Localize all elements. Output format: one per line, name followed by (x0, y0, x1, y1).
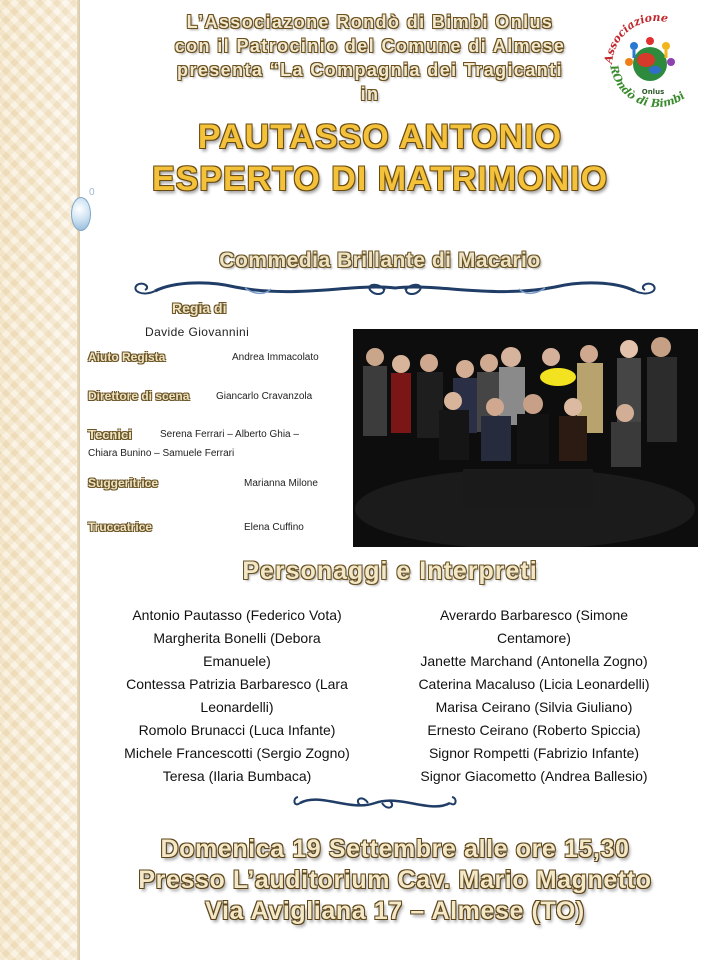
event-address: Via Avigliana 17 – Almese (TO) (205, 897, 585, 925)
swirl-divider-small-icon (290, 790, 460, 816)
cast-right-line: Caterina Macaluso (Licia Leonardelli) (418, 676, 650, 692)
cast-right-line: Signor Rompetti (Fabrizio Infante) (428, 745, 640, 761)
crew-regia-name: Davide Giovannini (145, 325, 250, 339)
cast-right-line: Ernesto Ceirano (Roberto Spiccia) (427, 722, 641, 738)
header-line-1: L’Associazone Rondò di Bimbi Onlus (186, 12, 554, 32)
logo-middle-text: Onlus (641, 88, 665, 96)
cast-left-line: Margherita Bonelli (Debora (153, 630, 321, 646)
crew-suggeritrice-label: Suggeritrice (88, 476, 159, 490)
cast-left-line: Romolo Brunacci (Luca Infante) (138, 722, 336, 738)
crew-aiuto-label: Aiuto Regista (88, 350, 166, 364)
cast-left-line: Michele Francescotti (Sergio Zogno) (124, 745, 350, 761)
subtitle: Commedia Brillante di Macario (219, 249, 541, 272)
cast-left-line: Antonio Pautasso (Federico Vota) (132, 607, 342, 623)
crew-suggeritrice-name: Marianna Milone (244, 478, 318, 489)
crew-tecnici-names-1: Serena Ferrari – Alberto Ghia – (160, 429, 299, 440)
cast-right-line: Averardo Barbaresco (Simone (439, 607, 629, 623)
crew-direttore-name: Giancarlo Cravanzola (216, 391, 313, 402)
bubble-ornament-icon (71, 197, 91, 231)
logo-bottom-text: ROndò di Bimbi (607, 63, 688, 111)
cast-photo (353, 329, 698, 547)
title-line-2: ESPERTO DI MATRIMONIO (151, 160, 609, 198)
left-decorative-strip (0, 0, 80, 960)
cast-left-line: Teresa (Ilaria Bumbaca) (162, 768, 312, 784)
title-line-1: PAUTASSO ANTONIO (197, 118, 563, 156)
crew-regia-label: Regia di (172, 300, 227, 316)
event-date: Domenica 19 Settembre alle ore 15,30 (160, 835, 630, 863)
crew-direttore-label: Direttore di scena (88, 389, 190, 403)
header-line-4: in (360, 84, 380, 104)
crew-truccatrice-name: Elena Cuffino (244, 522, 304, 533)
cast-section-title: Personaggi e Interpreti (242, 557, 538, 585)
crew-truccatrice-label: Truccatrice (88, 520, 153, 534)
cast-left-column (92, 604, 382, 788)
cast-group-illustration-icon (353, 329, 698, 547)
logo-top-text: Associazione (601, 10, 669, 65)
bubble-ring-text: 0 (89, 187, 95, 198)
event-venue: Presso L’auditorium Cav. Mario Magnetto (138, 866, 652, 894)
cast-right-line: Marisa Ceirano (Silvia Giuliano) (435, 699, 633, 715)
cast-right-column (389, 604, 679, 788)
cast-left-line: Emanuele) (203, 653, 271, 669)
association-logo-icon (598, 8, 716, 124)
cast-right-line: Signor Giacometto (Andrea Ballesio) (420, 768, 648, 784)
crew-aiuto-name: Andrea Immacolato (232, 352, 319, 363)
cast-left-line: Contessa Patrizia Barbaresco (Lara (126, 676, 348, 692)
header-line-2: con il Patrocinio del Comune di Almese (174, 36, 566, 56)
cast-left-line: Leonardelli) (200, 699, 274, 715)
cast-right-line: Centamore) (497, 630, 571, 646)
header-line-3: presenta “La Compagnia dei Tragicanti (177, 60, 563, 80)
crew-tecnici-names-2: Chiara Bunino – Samuele Ferrari (88, 448, 235, 459)
cast-right-line: Janette Marchand (Antonella Zogno) (420, 653, 648, 669)
crew-tecnici-label: Tecnici (88, 427, 132, 442)
